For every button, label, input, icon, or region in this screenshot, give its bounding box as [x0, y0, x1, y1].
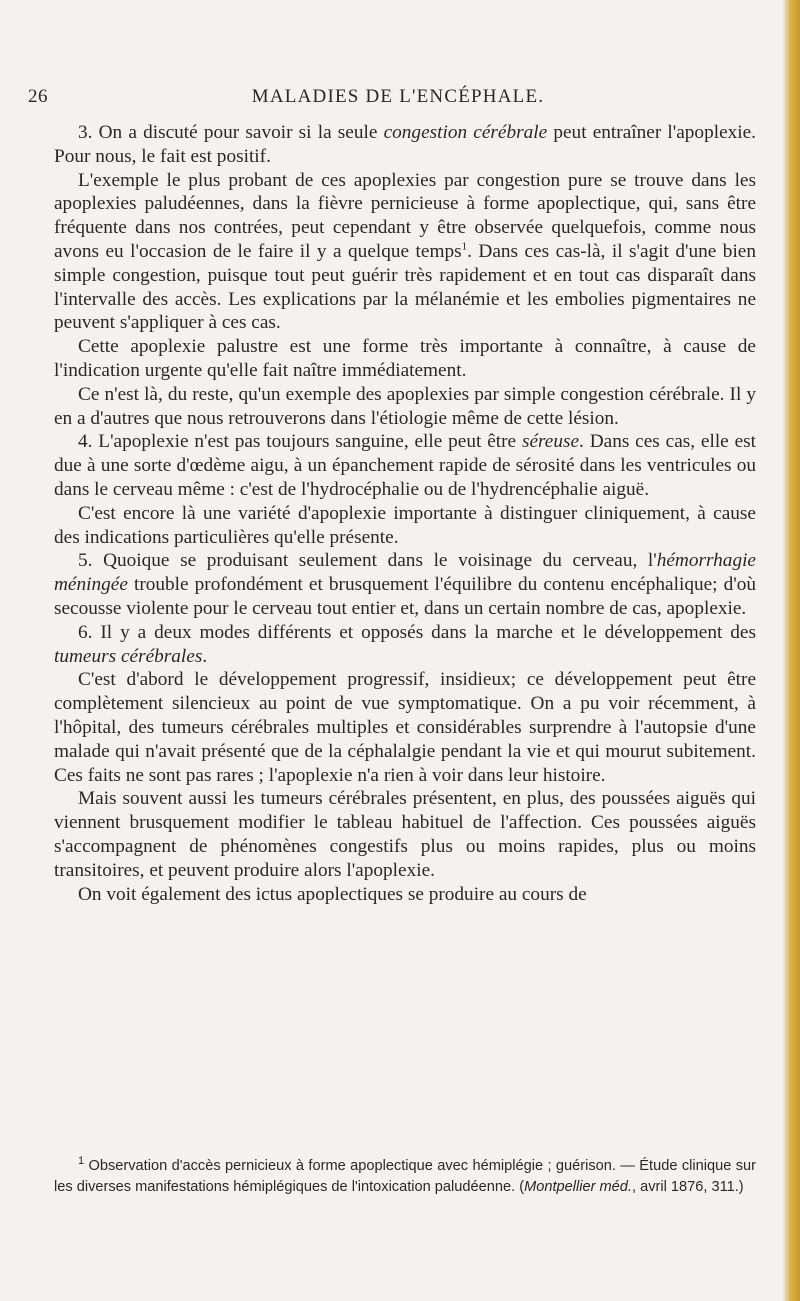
paragraph-p2 [54, 169, 756, 336]
text-run: L'exemple le plus probant de ces apoplexies par congestion pure se trouve dans les apoplexies paludéennes, dans la fièvre pernicieuse à forme apoplectique, qui, sans être fréquente dans nos contrées, peut cependant y être observée quelquefois, comme nous avons eu l'occasion de le faire il y a quelque temps [54, 169, 756, 262]
text-run: C'est d'abord le développement progressif, insidieux; ce développement peut être complètement silencieux au point de vue symptomatique. On a pu voir récemment, à l'hôpital, des tumeurs cérébrales multiples et considérables surprendre à l'autopsie d'une malade qui n'avait présenté que de la céphalalgie pendant la vie et qui mourut subitement. Ces faits ne sont pas rares ; l'apoplexie n'a rien à voir dans leur histoire. [54, 669, 756, 786]
page-header [28, 86, 768, 112]
text-run: , avril 1876, 311.) [631, 1178, 744, 1195]
text-run: . Dans ces cas, elle est due à une sorte d'œdème aigu, à un épanchement rapide de sérosité dans les ventricules ou dans le cerveau même : c'est de l'hydrocéphalie ou de l'hydrencéphalie aiguë. [54, 431, 756, 500]
text-run: Ce n'est là, du reste, qu'un exemple des apoplexies par simple congestion cérébrale. Il y en a d'autres que nous retrouverons dans l'étiologie même de cette lésion. [54, 383, 756, 429]
text-run: peut entraîner l'apoplexie. Pour nous, le fait est positif. [54, 122, 757, 167]
italic-phrase: congestion cérébrale [383, 122, 548, 143]
paragraph-p6 [54, 502, 756, 550]
footnote-marker: 1 [461, 240, 468, 253]
text-run: Observation d'accès pernicieux à forme apoplectique avec hémiplégie ; guérison. — Étude clinique sur les diverses manifestations hémiplégiques de l'intoxication paludéenne. ( [54, 1158, 756, 1195]
text-run: Mais souvent aussi les tumeurs cérébrales présentent, en plus, des poussées aiguës qui viennent brusquement modifier le tableau habituel de l'affection. Ces poussées aiguës s'accompagnent de phénomènes congestifs plus ou moins rapides, plus ou moins transitoires, et peuvent produire alors l'apoplexie. [54, 788, 756, 881]
italic-phrase: hémorrhagie méningée [54, 550, 756, 596]
text-run: C'est encore là une variété d'apoplexie importante à distinguer cliniquement, à cause des indications particulières qu'elle présente. [54, 502, 756, 548]
footnote-area [54, 1156, 756, 1197]
text-run: 5. Quoique se produisant seulement dans le voisinage du cerveau, l' [78, 550, 657, 572]
running-title: MALADIES DE L'ENCÉPHALE. [251, 86, 545, 107]
paragraph-p3 [54, 335, 756, 383]
italic-phrase: tumeurs cérébrales [54, 645, 203, 667]
text-run: . Dans ces cas-là, il s'agit d'une bien simple congestion, puisque tout peut guérir très rapidement et en tout cas disparaît dans l'intervalle des accès. Les explications par la mélanémie et les embolies pigmentaires ne peuvent s'appliquer à ces cas. [54, 240, 756, 334]
page-edge-tint [782, 0, 800, 1301]
text-run: 4. L'apoplexie n'est pas toujours sanguine, elle peut être [78, 431, 522, 453]
paragraph-p7 [54, 549, 756, 620]
footnote-fn1 [54, 1156, 756, 1197]
page-number: 26 [28, 86, 48, 107]
text-run: 3. On a discuté pour savoir si la seule [78, 122, 384, 143]
body-text [54, 121, 756, 906]
paragraph-p5 [54, 430, 756, 501]
text-run: Cette apoplexie palustre est une forme très importante à connaître, à cause de l'indication urgente qu'elle fait naître immédiatement. [54, 336, 756, 381]
italic-phrase: séreuse [521, 431, 580, 453]
paragraph-p11 [54, 883, 756, 907]
text-run: . [202, 645, 208, 667]
paragraph-p1 [54, 121, 756, 169]
footnote-marker: 1 [78, 1155, 85, 1168]
paragraph-p4 [54, 383, 756, 431]
paragraph-p8 [54, 621, 756, 669]
text-run: trouble profondément et brusquement l'équilibre du contenu encéphalique; d'où secousse violente pour le cerveau tout entier et, dans un certain nombre de cas, apoplexie. [54, 574, 756, 619]
text-run: On voit également des ictus apoplectiques se produire au cours de [78, 883, 587, 905]
italic-phrase: Montpellier méd. [524, 1178, 632, 1195]
paragraph-p10 [54, 787, 756, 882]
paragraph-p9 [54, 668, 756, 787]
text-run: 6. Il y a deux modes différents et opposés dans la marche et le développement des [78, 621, 756, 643]
